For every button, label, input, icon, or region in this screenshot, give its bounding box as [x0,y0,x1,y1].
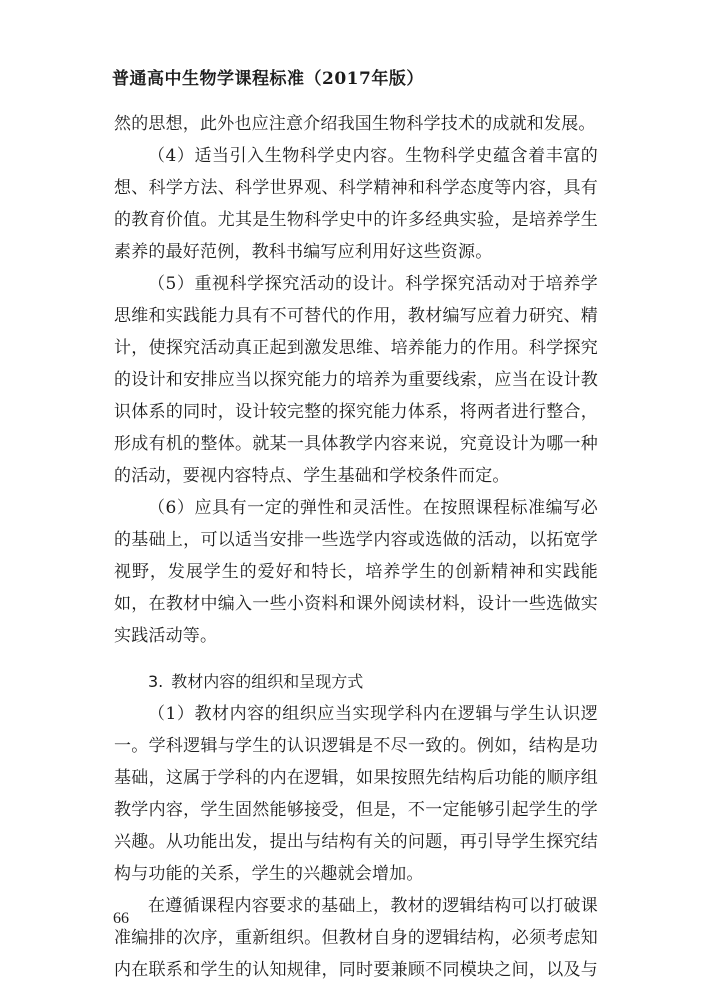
text-line: 的基础上，可以适当安排一些选学内容或选做的活动，以拓宽学 [114,530,598,550]
section-title: 教材内容的组织和呈现方式 [171,672,364,691]
text-line: 构与功能的关系，学生的兴趣就会增加。 [114,864,424,884]
body-text [114,108,598,986]
text-line: 基础，这属于学科的内在逻辑，如果按照先结构后功能的顺序组 [114,768,598,788]
text-line: 兴趣。从功能出发，提出与结构有关的问题，再引导学生探究结 [114,832,598,852]
paragraph-continuation [114,108,598,140]
page-number: 66 [113,910,129,927]
paragraph-section-body [114,890,598,986]
text-line: 识体系的同时，设计较完整的探究能力体系，将两者进行整合， [114,402,598,422]
section-heading [114,666,598,698]
paragraph-item-4 [114,140,598,268]
text-line: （5）重视科学探究活动的设计。科学探究活动对于培养学 [148,274,598,294]
text-line: 的设计和安排应当以探究能力的培养为重要线索，应当在设计教 [114,370,598,390]
paragraph-item-5 [114,268,598,492]
paragraph-item-6 [114,492,598,652]
text-line: 一。学科逻辑与学生的认识逻辑是不尽一致的。例如，结构是功 [114,736,598,756]
text-line: 计，使探究活动真正起到激发思维、培养能力的作用。科学探究 [114,338,598,358]
text-line: 素养的最好范例，教科书编写应利用好这些资源。 [114,242,493,262]
paragraph-section-item-1 [114,698,598,890]
text-line: 然的思想，此外也应注意介绍我国生物科学技术的成就和发展。 [114,114,596,134]
text-line: 如，在教材中编入一些小资料和课外阅读材料，设计一些选做实 [114,594,598,614]
text-line: 视野，发展学生的爱好和特长，培养学生的创新精神和实践能 [114,562,598,582]
text-line: 准编排的次序，重新组织。但教材自身的逻辑结构，必须考虑知 [114,928,598,948]
text-line: 思维和实践能力具有不可替代的作用，教材编写应着力研究、精 [114,306,598,326]
text-line: 的活动，要视内容特点、学生基础和学校条件而定。 [114,466,510,486]
text-line: （6）应具有一定的弹性和灵活性。在按照课程标准编写必 [148,498,598,518]
text-line: 实践活动等。 [114,626,218,646]
text-line: 想、科学方法、科学世界观、科学精神和科学态度等内容，具有 [114,178,598,198]
text-line: 形成有机的整体。就某一具体教学内容来说，究竟设计为哪一种 [114,434,598,454]
text-line: （1）教材内容的组织应当实现学科内在逻辑与学生认识逻 [148,704,598,724]
text-line: 的教育价值。尤其是生物科学史中的许多经典实验，是培养学生 [114,210,598,230]
running-header: 普通高中生物学课程标准（2017年版） [112,69,424,89]
text-line: （4）适当引入生物科学史内容。生物科学史蕴含着丰富的 [148,146,598,166]
text-line: 在遵循课程内容要求的基础上，教材的逻辑结构可以打破课 [148,896,598,916]
section-number: 3. [148,672,164,691]
text-line: 内在联系和学生的认知规律，同时要兼顾不同模块之间，以及与 [114,960,598,980]
section-spacer [114,652,598,666]
text-line: 教学内容，学生固然能够接受，但是，不一定能够引起学生的学 [114,800,598,820]
